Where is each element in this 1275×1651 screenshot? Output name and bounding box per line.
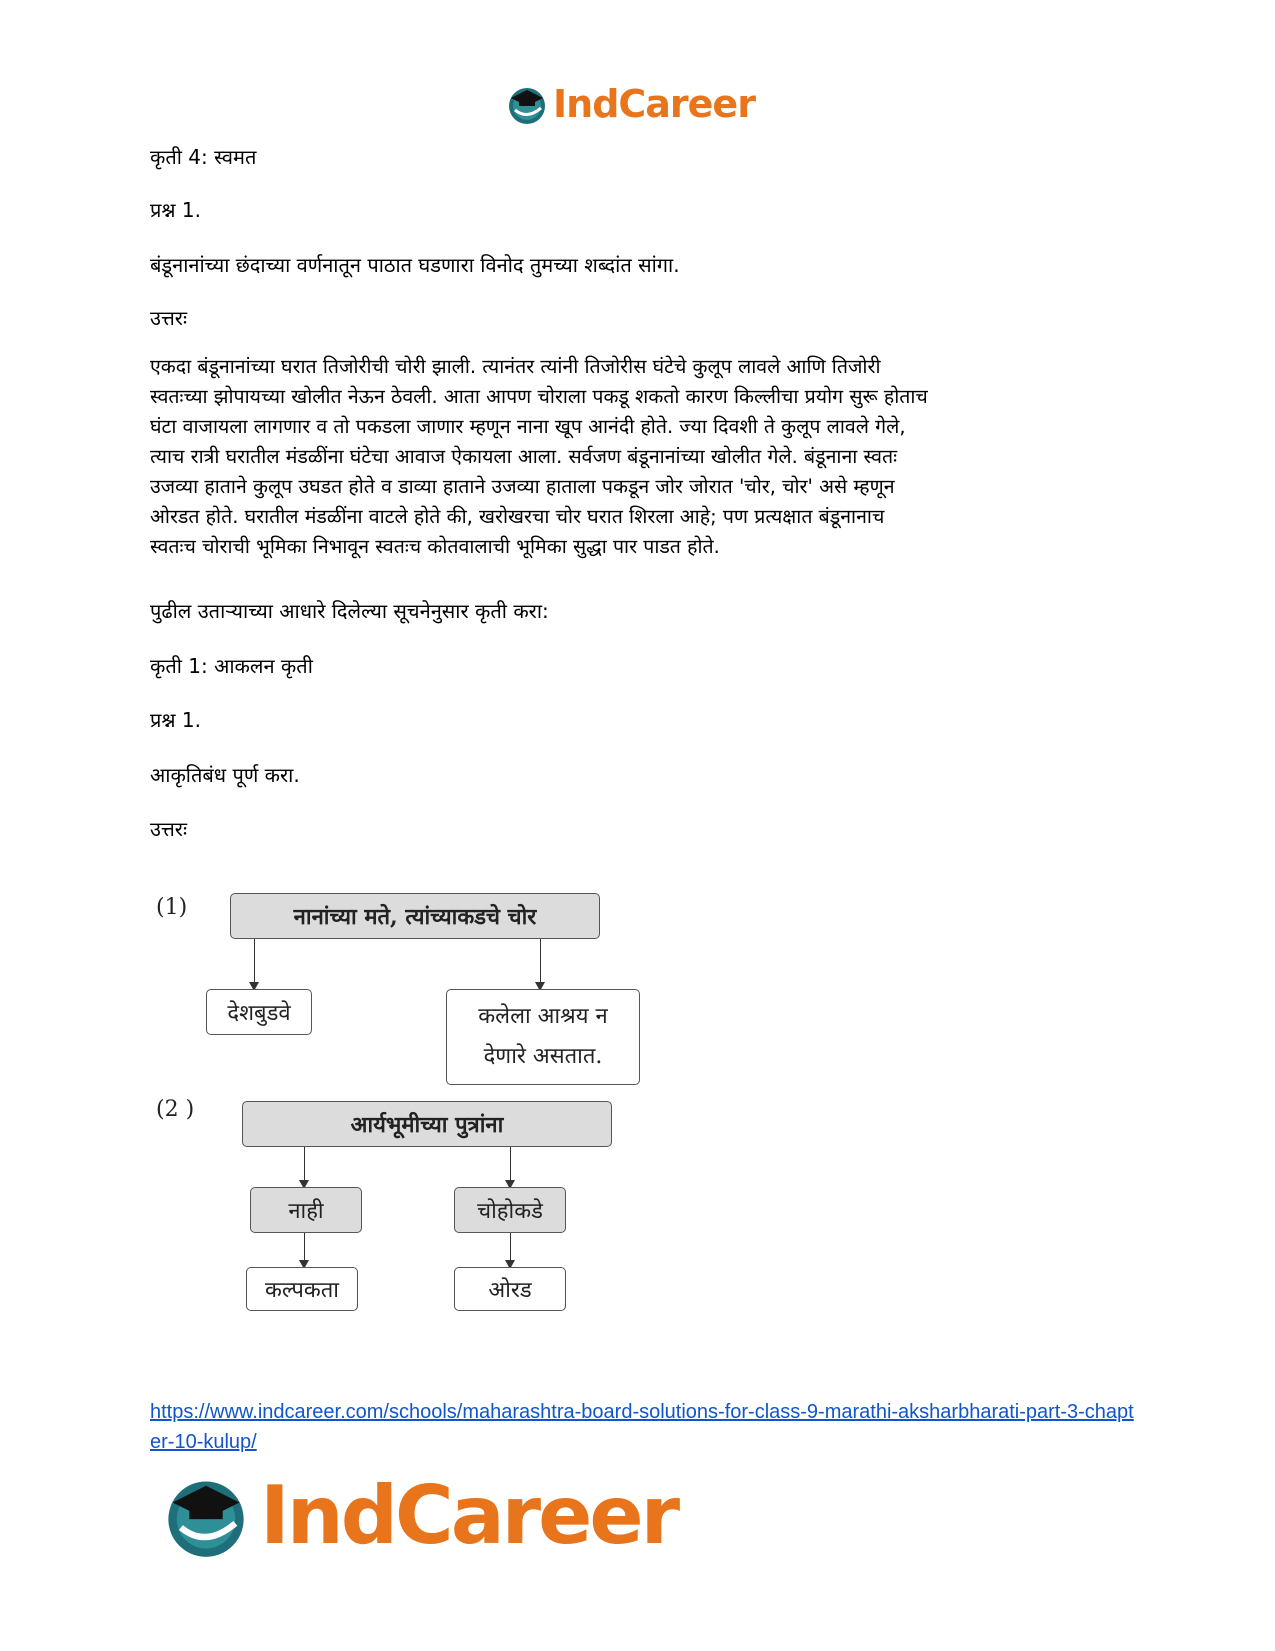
instruction-text: पुढील उताऱ्याच्या आधारे दिलेल्या सूचनेनुसार कृती करा:: [150, 599, 549, 623]
answer-line: स्वतःच चोराची भूमिका निभावून स्वतःच कोतवालाची भूमिका सुद्धा पार पाडत होते.: [150, 535, 720, 558]
diagram-part-2-number: (2 ): [156, 1097, 195, 1122]
arrow-down-icon: [254, 939, 255, 989]
answer-line: त्याच रात्री घरातील मंडळींना घंटेचा आवाज ऐकायला आला. सर्वजण बंडूनानांच्या खोलीत गेले. बंडूनाना स्वतः: [150, 445, 898, 468]
arrow-down-icon: [510, 1147, 511, 1187]
diagram-box-mid-right: चोहोकडे: [454, 1187, 566, 1233]
kruti-4-heading: कृती 4: स्वमत: [150, 145, 257, 169]
logo-wordmark: IndCareer: [260, 1468, 678, 1562]
graduation-cap-globe-icon: [505, 82, 549, 126]
answer-paragraph: [150, 352, 1140, 562]
answer-line: स्वतःच्या झोपायच्या खोलीत नेऊन ठेवली. आता आपण चोराला पकडू शकतो कारण किल्लीचा प्रयोग सुरू होताच: [150, 385, 928, 408]
source-url-link[interactable]: https://www.indcareer.com/schools/maharashtra-board-solutions-for-class-9-marathi-aksharbharati-part-3-chapter-10-kulup/: [150, 1401, 1134, 1453]
diagram-part-1-number: (1): [156, 895, 188, 920]
diagram-box-left-1: देशबुडवे: [206, 989, 312, 1035]
answer-label-2: उत्तरः: [150, 817, 187, 841]
indcareer-logo-bottom: [160, 1465, 677, 1565]
answer-line: उजव्या हाताने कुलूप उघडत होते व डाव्या हाताने उजव्या हाताला पकडून जोर जोरात 'चोर, चोर' असे म्हणून: [150, 475, 895, 498]
logo-wordmark: IndCareer: [553, 82, 755, 126]
diagram-box-mid-left: नाही: [250, 1187, 362, 1233]
diagram-box-right-1-line1: कलेला आश्रय न: [478, 1004, 608, 1029]
diagram-box-bottom-right: ओरड: [454, 1267, 566, 1311]
arrow-down-icon: [304, 1147, 305, 1187]
diagram-box-bottom-left: कल्पकता: [246, 1267, 358, 1311]
arrow-down-icon: [510, 1233, 511, 1267]
answer-label-1: उत्तरः: [150, 306, 187, 330]
diagram-box-right-1-line2: देणारे असतात.: [483, 1044, 603, 1069]
diagram-box-top-1: नानांच्या मते, त्यांच्याकडचे चोर: [230, 893, 600, 939]
arrow-down-icon: [540, 939, 541, 989]
answer-line: एकदा बंडूनानांच्या घरात तिजोरीची चोरी झाली. त्यानंतर त्यांनी तिजोरीस घंटेचे कुलूप लावले आणि तिजोरी: [150, 355, 881, 378]
kruti-1-heading: कृती 1: आकलन कृती: [150, 654, 313, 678]
flow-diagram: [150, 885, 655, 1325]
answer-line: ओरडत होते. घरातील मंडळींना वाटले होते की, खरोखरचा चोर घरात शिरला आहे; पण प्रत्यक्षात बंडूनानाच: [150, 505, 885, 528]
question-text-2: आकृतिबंध पूर्ण करा.: [150, 763, 300, 787]
answer-line: घंटा वाजायला लागणार व तो पकडला जाणार म्हणून नाना खूप आनंदी होते. ज्या दिवशी ते कुलूप लावले गेले,: [150, 415, 906, 438]
indcareer-logo-top: [505, 80, 755, 128]
diagram-box-top-2: आर्यभूमीच्या पुत्रांना: [242, 1101, 612, 1147]
question-number-1: प्रश्न 1.: [150, 198, 201, 222]
question-number-2: प्रश्न 1.: [150, 708, 201, 732]
diagram-box-right-1: [446, 989, 640, 1085]
arrow-down-icon: [304, 1233, 305, 1267]
question-text-1: बंडूनानांच्या छंदाच्या वर्णनातून पाठात घडणारा विनोद तुमच्या शब्दांत सांगा.: [150, 253, 680, 277]
graduation-cap-globe-icon: [160, 1469, 252, 1561]
